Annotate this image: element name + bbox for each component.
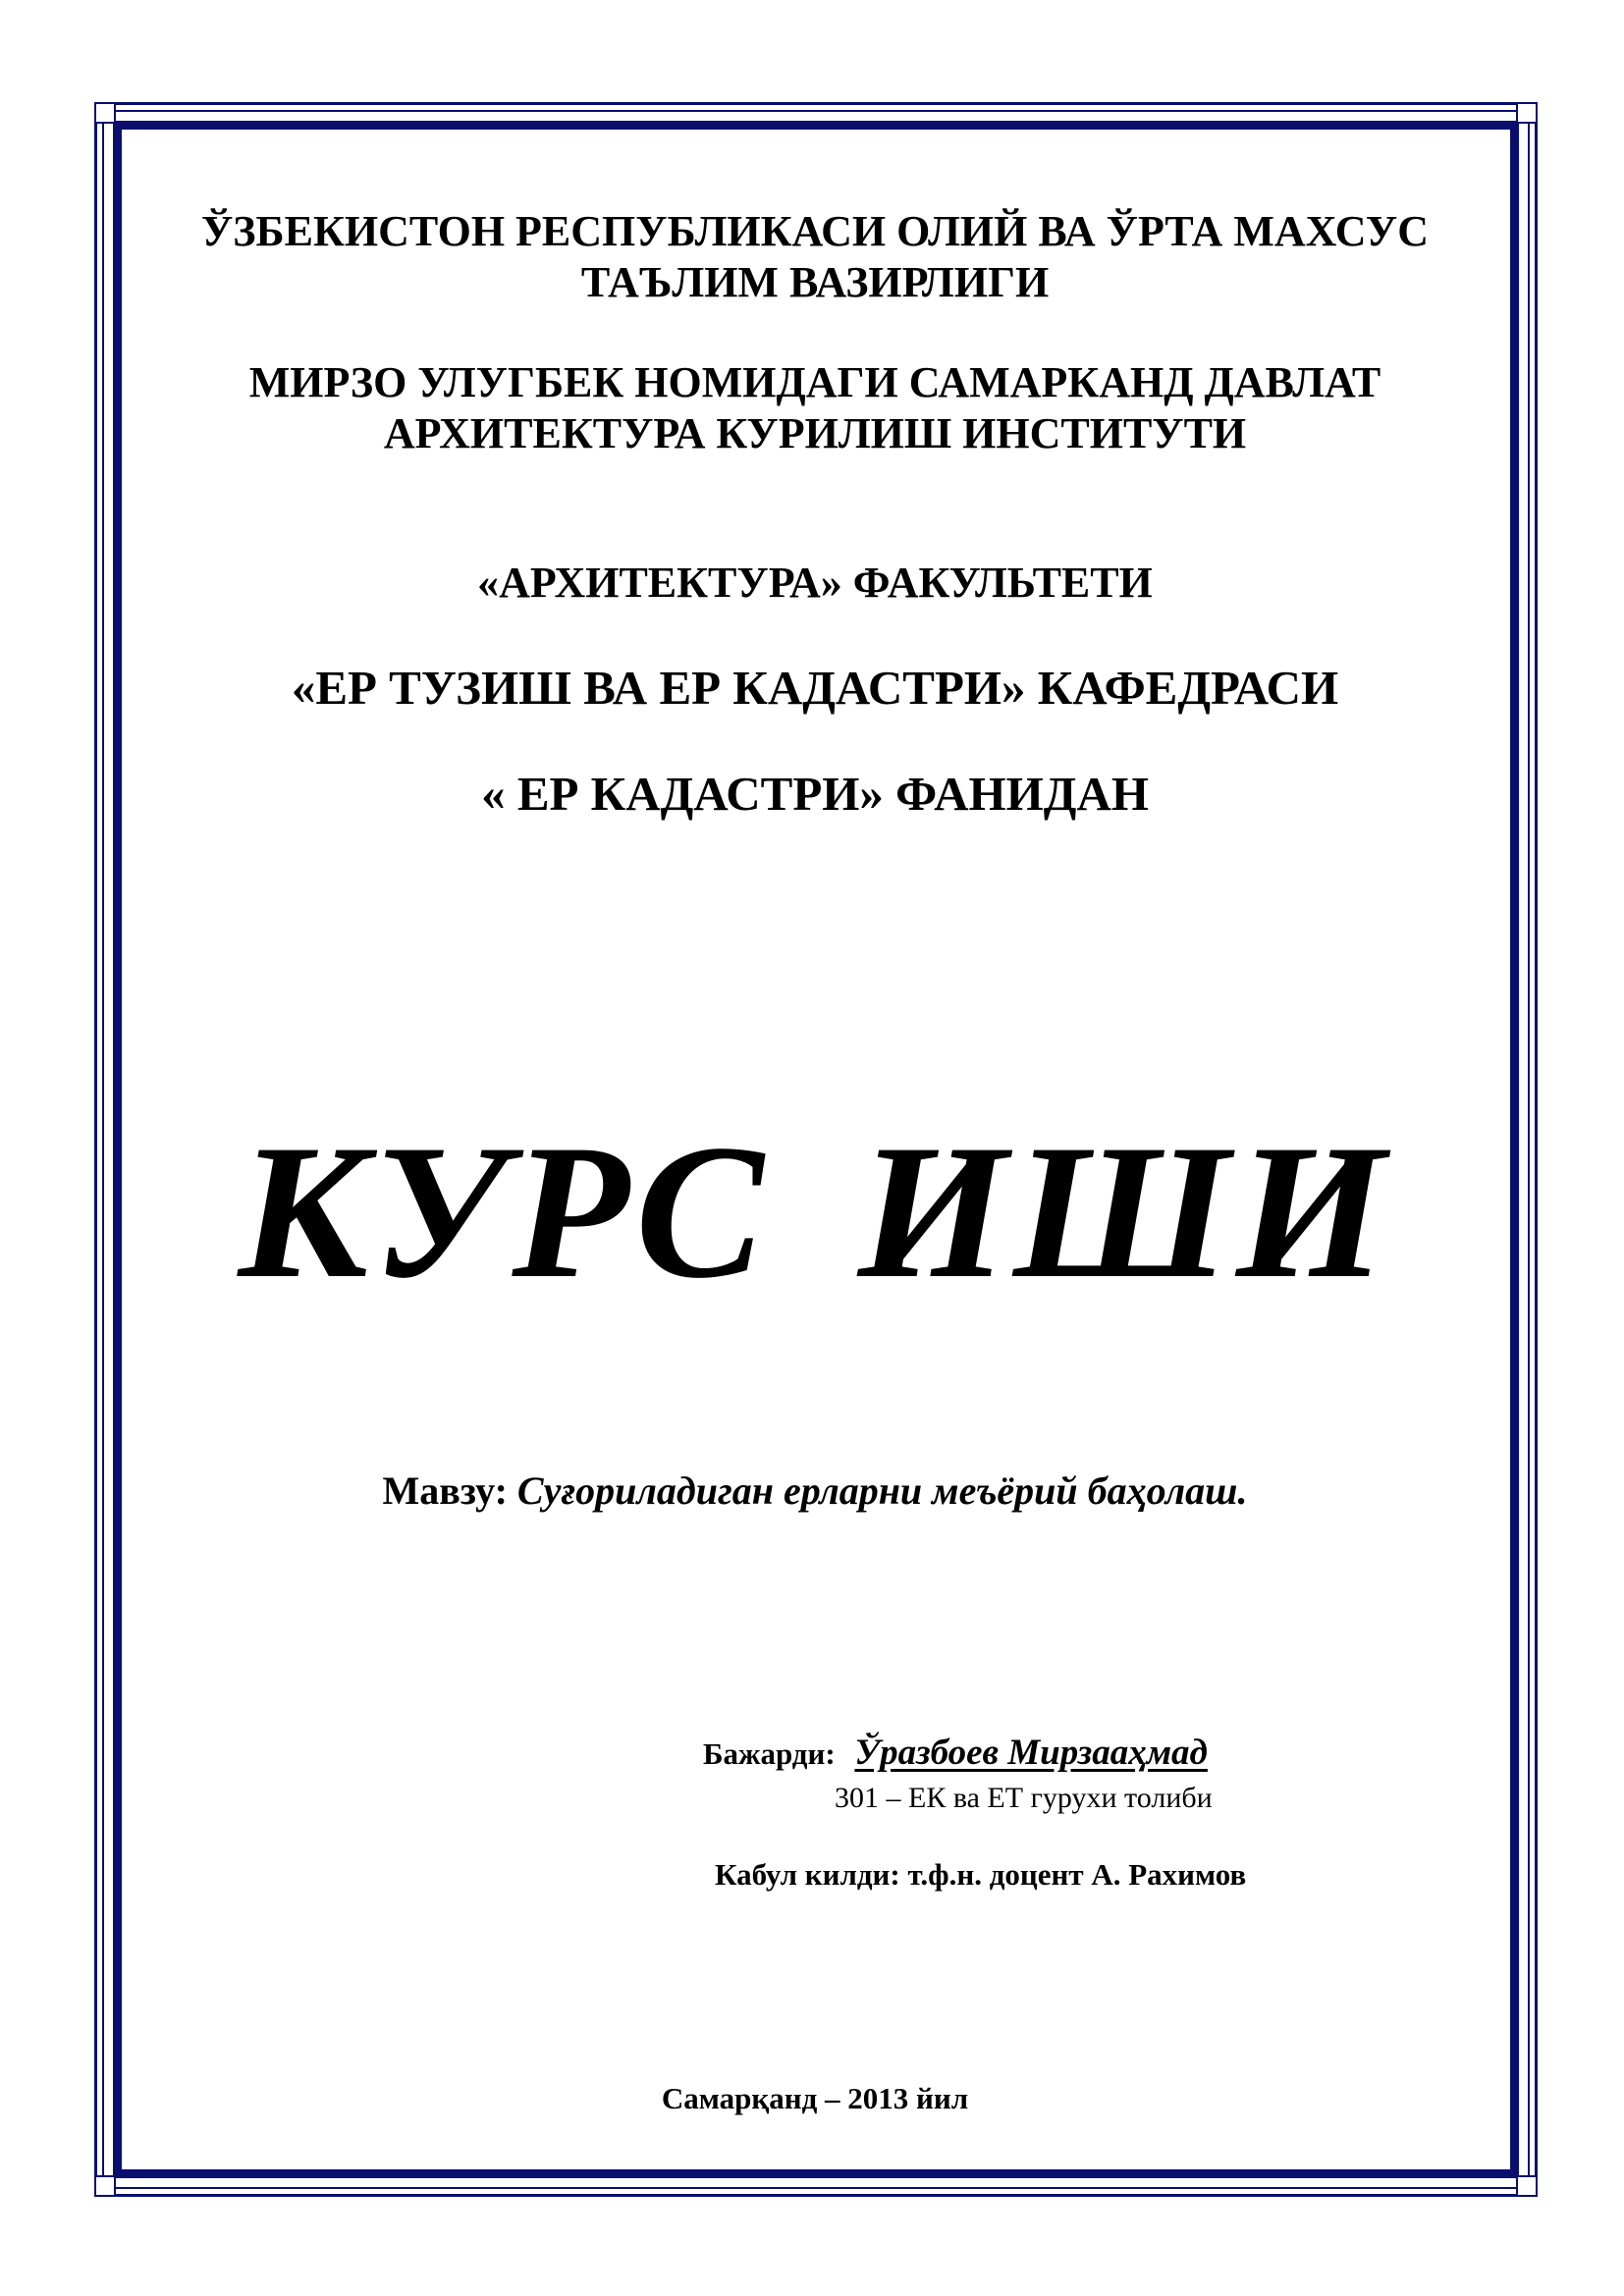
faculty-name: «АРХИТЕКТУРА» ФАКУЛЬТЕТИ <box>477 559 1153 607</box>
frame-corner-top-left <box>94 102 116 124</box>
frame-corner-bottom-right <box>1516 2175 1538 2197</box>
department-name: «ЕР ТУЗИШ ВА ЕР КАДАСТРИ» КАФЕДРАСИ <box>291 661 1339 715</box>
author-group: 301 – ЕК ва ЕТ гурухи толиби <box>835 1782 1213 1814</box>
institute-line-1: МИРЗО УЛУГБЕК НОМИДАГИ САМАРКАНД ДАВЛАТ <box>248 358 1381 406</box>
ministry-line-2: ТАЪЛИМ ВАЗИРЛИГИ <box>580 258 1050 306</box>
document-title-word-1: КУРС <box>238 1105 770 1318</box>
author-label: Бажарди: <box>703 1736 836 1771</box>
topic-label: Мавзу: <box>382 1468 508 1513</box>
ministry-line-1: ЎЗБЕКИСТОН РЕСПУБЛИКАСИ ОЛИЙ ВА ЎРТА МАХСУС <box>200 207 1429 255</box>
frame-corner-top-right <box>1516 102 1538 124</box>
topic-line <box>128 1467 1502 1516</box>
institute-line-2: АРХИТЕКТУРА КУРИЛИШ ИНСТИТУТИ <box>383 409 1247 457</box>
author-name: Ўразбоев Мирзааҳмад <box>854 1733 1208 1773</box>
topic-text: Суғориладиган ерларни меъёрий баҳолаш. <box>516 1468 1248 1513</box>
subject-name: « ЕР КАДАСТРИ» ФАНИДАН <box>481 767 1149 821</box>
frame-corner-bottom-left <box>94 2175 116 2197</box>
document-title <box>128 1105 1502 1318</box>
author-line <box>703 1732 1208 1776</box>
city-year: Самарқанд – 2013 йил <box>661 2081 969 2115</box>
reviewer-line: Кабул килди: т.ф.н. доцент А. Рахимов <box>715 1857 1247 1892</box>
document-title-word-2: ИШИ <box>857 1105 1392 1318</box>
